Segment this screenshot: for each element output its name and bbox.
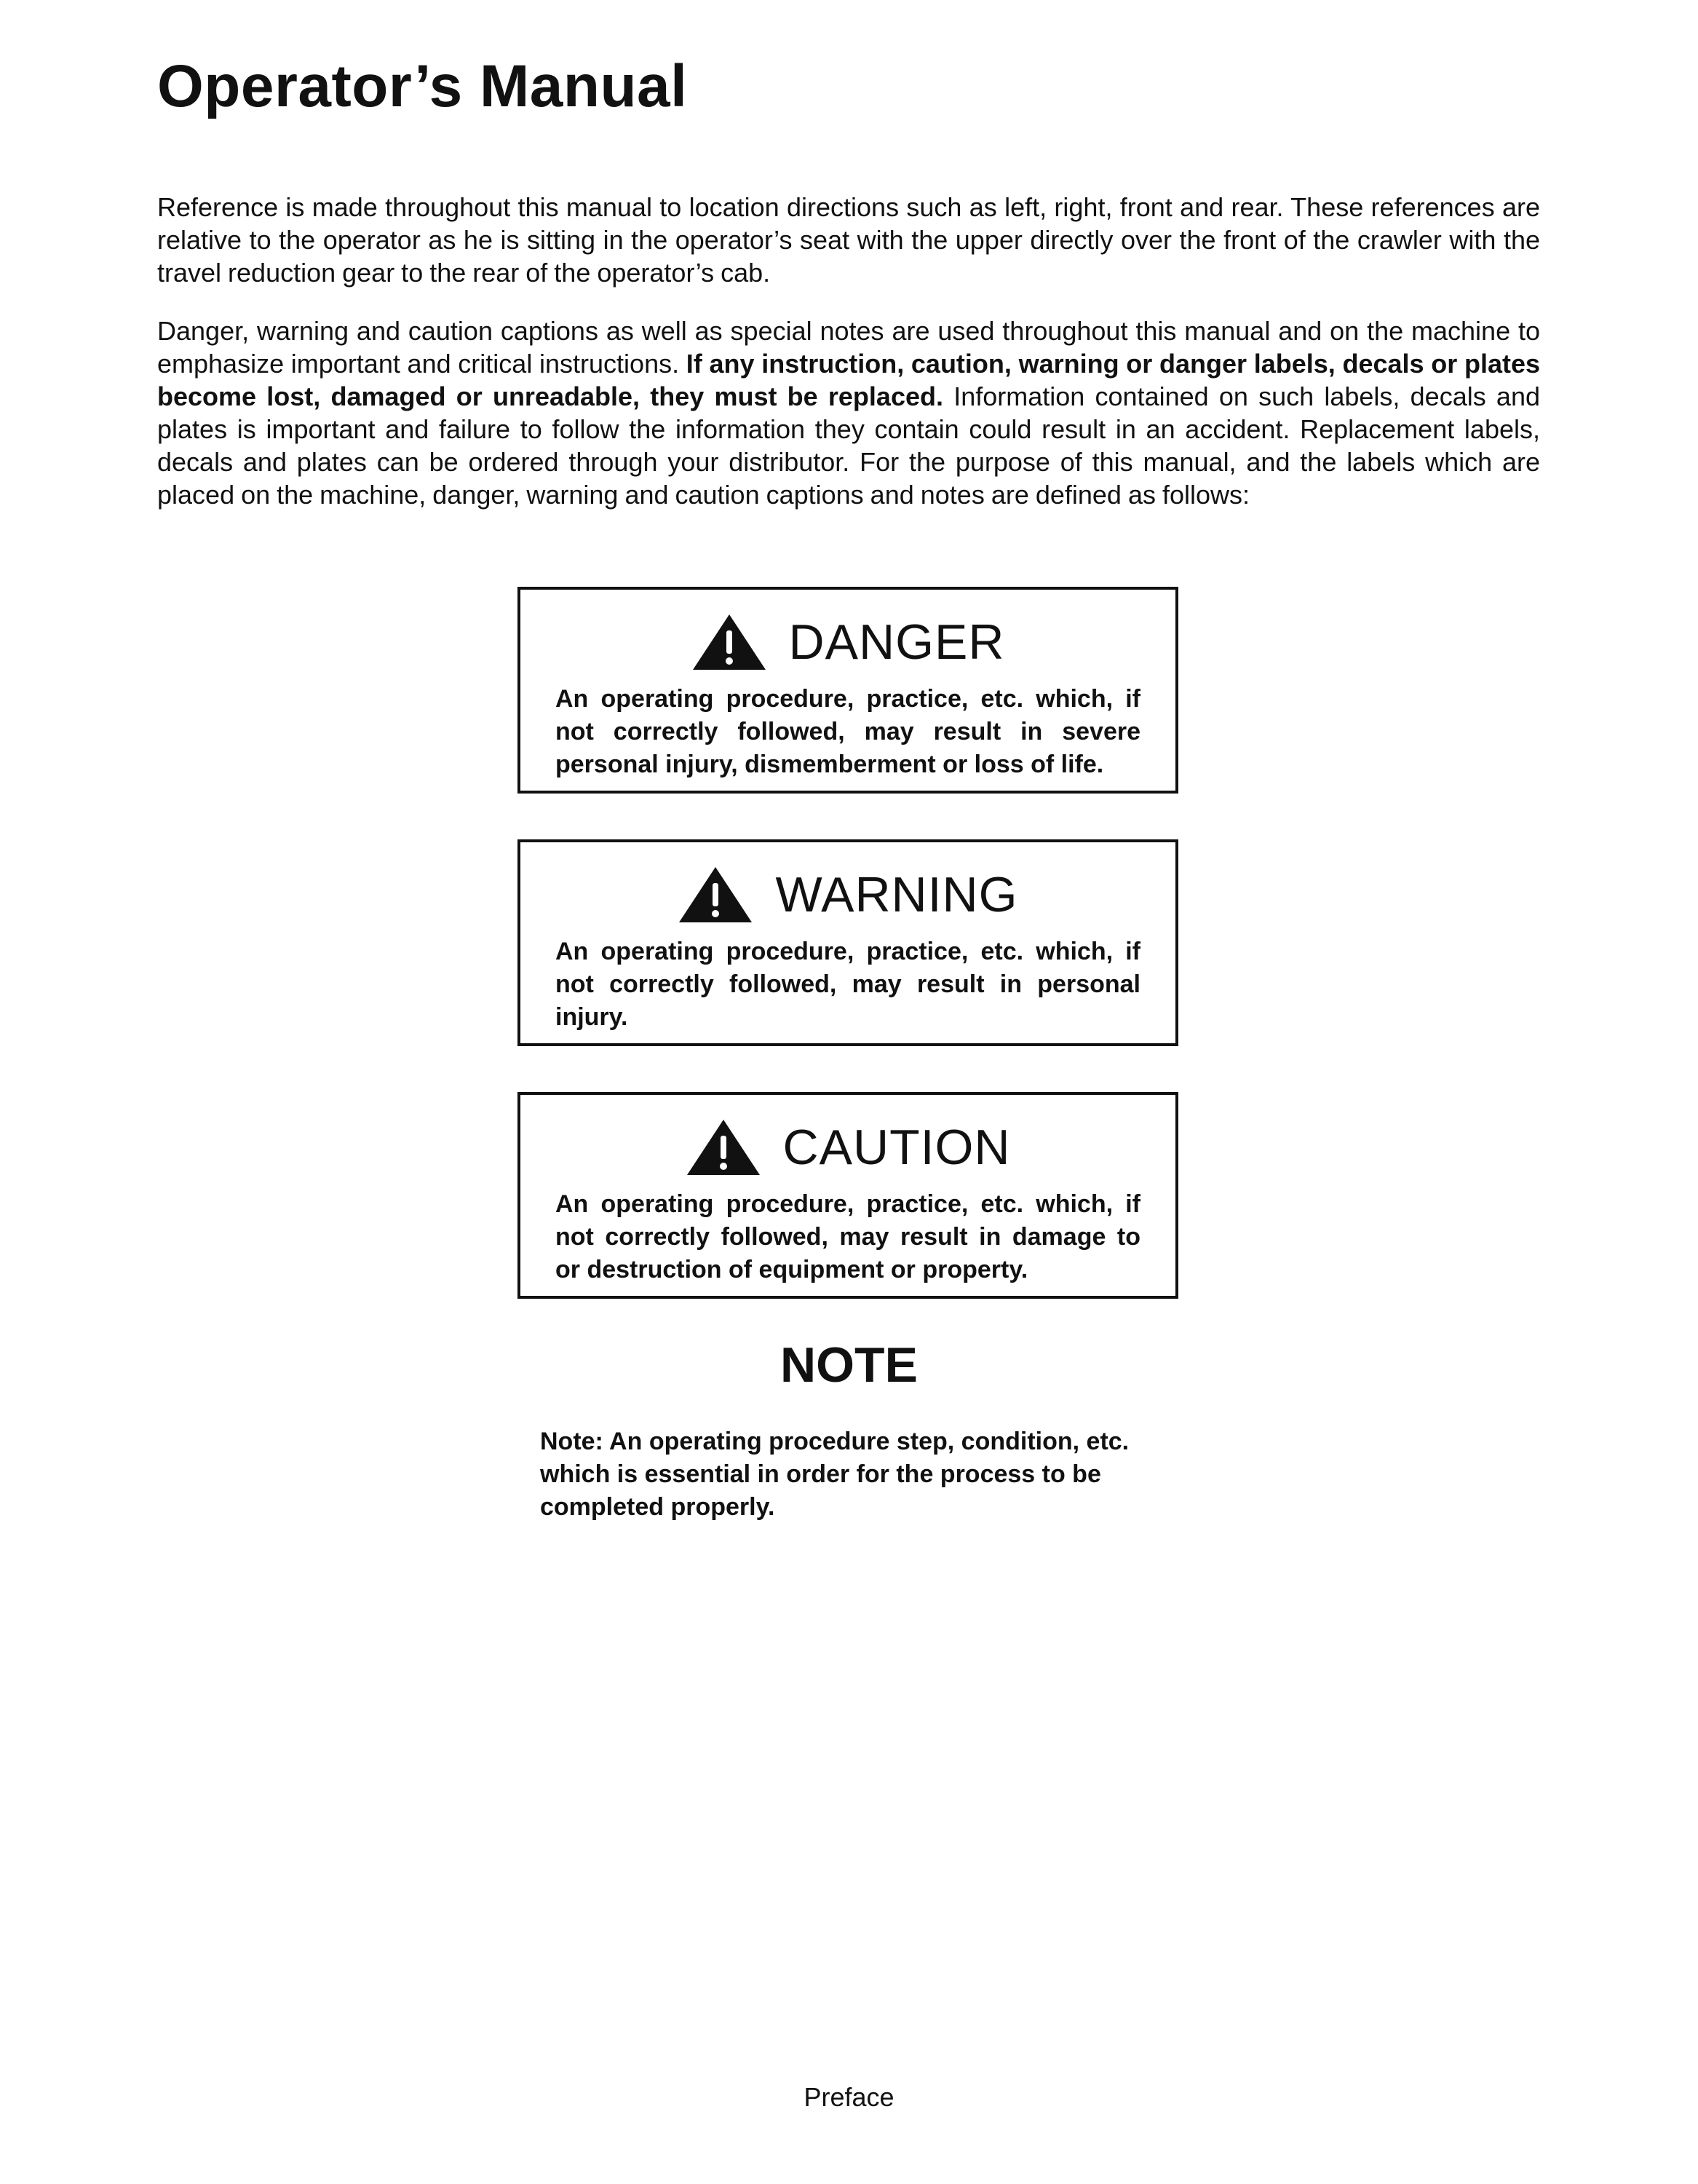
- page-footer: Preface: [804, 2082, 894, 2112]
- warning-header: [520, 866, 1175, 924]
- captions-paragraph-emphasis: If any instruction, caution, warning or danger labels, decals or plates become lost, damaged or unreadable, they must be replaced.: [157, 349, 1540, 411]
- warning-triangle-icon: [678, 866, 753, 924]
- note-description: Note: An operating procedure step, condition, etc. which is essential in order for the process to be completed properly.: [540, 1428, 1130, 1521]
- page-title: Operator’s Manual: [157, 53, 688, 119]
- captions-paragraph-intro: Danger, warning and caution captions as well as special notes are used throughout this manual and on the machine to emphasize important and critical instructions.: [157, 316, 1540, 379]
- warning-triangle-icon: [686, 1118, 761, 1176]
- warning-box: [517, 839, 1178, 1046]
- note-heading: NOTE: [780, 1337, 918, 1393]
- warning-description: An operating procedure, practice, etc. which, if not correctly followed, may result in personal injury.: [555, 938, 1140, 1031]
- caution-header: [520, 1118, 1175, 1176]
- captions-paragraph: [157, 314, 1540, 511]
- warning-triangle-icon: [691, 613, 767, 671]
- danger-description: An operating procedure, practice, etc. which, if not correctly followed, may result in severe personal injury, dismemberment or loss of life.: [555, 685, 1140, 778]
- caution-label: CAUTION: [782, 1120, 1011, 1175]
- captions-paragraph-rest: Information contained on such labels, decals and plates is important and failure to follow the information they contain could result in an accident. Replacement labels, decals and plates can be ordered through your distributor. For the purpose of this manual, and the labels which are placed on the machine, danger, warning and caution captions and notes are defined as follows:: [157, 381, 1540, 510]
- danger-box: [517, 587, 1178, 794]
- danger-header: [520, 613, 1175, 671]
- warning-label: WARNING: [775, 867, 1018, 922]
- danger-label: DANGER: [788, 614, 1005, 670]
- caution-box: [517, 1092, 1178, 1299]
- reference-paragraph: Reference is made throughout this manual to location directions such as left, right, front and rear. These references are relative to the operator as he is sitting in the operator’s seat with the upper directly over the front of the crawler with the travel reduction gear to the rear of the operator’s cab.: [157, 192, 1540, 288]
- caution-description: An operating procedure, practice, etc. which, if not correctly followed, may result in damage to or destruction of equipment or property.: [555, 1190, 1140, 1283]
